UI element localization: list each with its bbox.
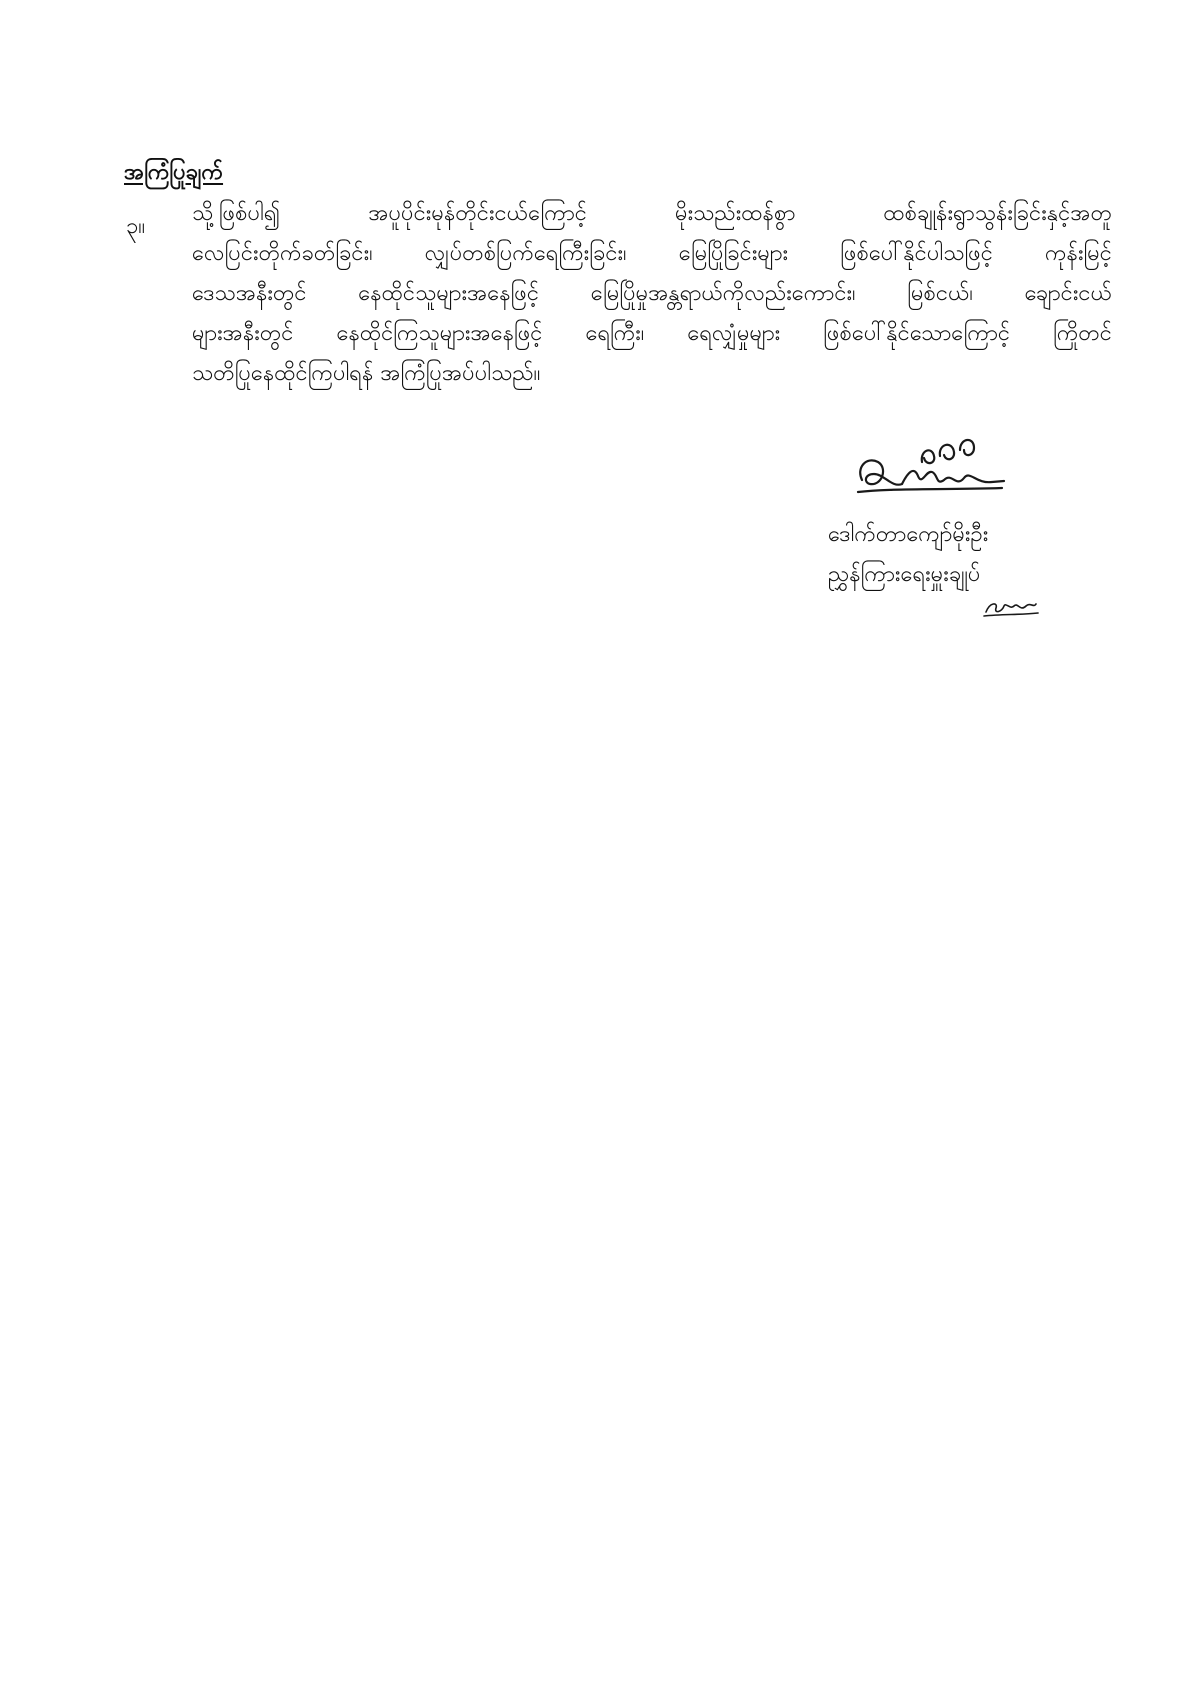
paragraph-line: သတိပြုနေထိုင်ကြပါရန် အကြံပြုအပ်ပါသည်။ xyxy=(192,361,541,386)
handwritten-initials xyxy=(982,596,1040,618)
paragraph-line: လေပြင်းတိုက်ခတ်ခြင်း၊ လျှပ်တစ်ပြက်ရေကြီးခြင်း၊ မြေပြိုခြင်းများ ဖြစ်ပေါ်နိုင်ပါသဖြင့် ကုန်းမြင့် xyxy=(192,241,1112,266)
paragraph-line: များအနီးတွင် နေထိုင်ကြသူများအနေဖြင့် ရေကြီး၊ ရေလျှံမှုများ ဖြစ်ပေါ်နိုင်သောကြောင့် ကြိုတင် xyxy=(192,321,1112,346)
paragraph-line: ဒေသအနီးတွင် နေထိုင်သူများအနေဖြင့် မြေပြိုမှုအန္တရာယ်ကိုလည်းကောင်း၊ မြစ်ငယ်၊ ချောင်းငယ် xyxy=(192,281,1112,306)
signatory-title: ညွှန်ကြားရေးမှူးချုပ် xyxy=(828,562,981,587)
paragraph-body xyxy=(192,194,1112,394)
paragraph-number: ၃။ xyxy=(126,214,146,239)
signatory-name: ဒေါက်တာကျော်မိုးဦး xyxy=(828,522,989,547)
signatory-block xyxy=(828,516,988,596)
paragraph-line: သို့ဖြစ်ပါ၍ အပူပိုင်းမုန်တိုင်းငယ်ကြောင့် မိုးသည်းထန်စွာ ထစ်ချုန်းရွာသွန်းခြင်းနှင့်အတူ xyxy=(192,201,1112,226)
handwritten-signature xyxy=(852,428,1012,506)
section-heading: အကြံပြုချက် xyxy=(124,160,224,185)
